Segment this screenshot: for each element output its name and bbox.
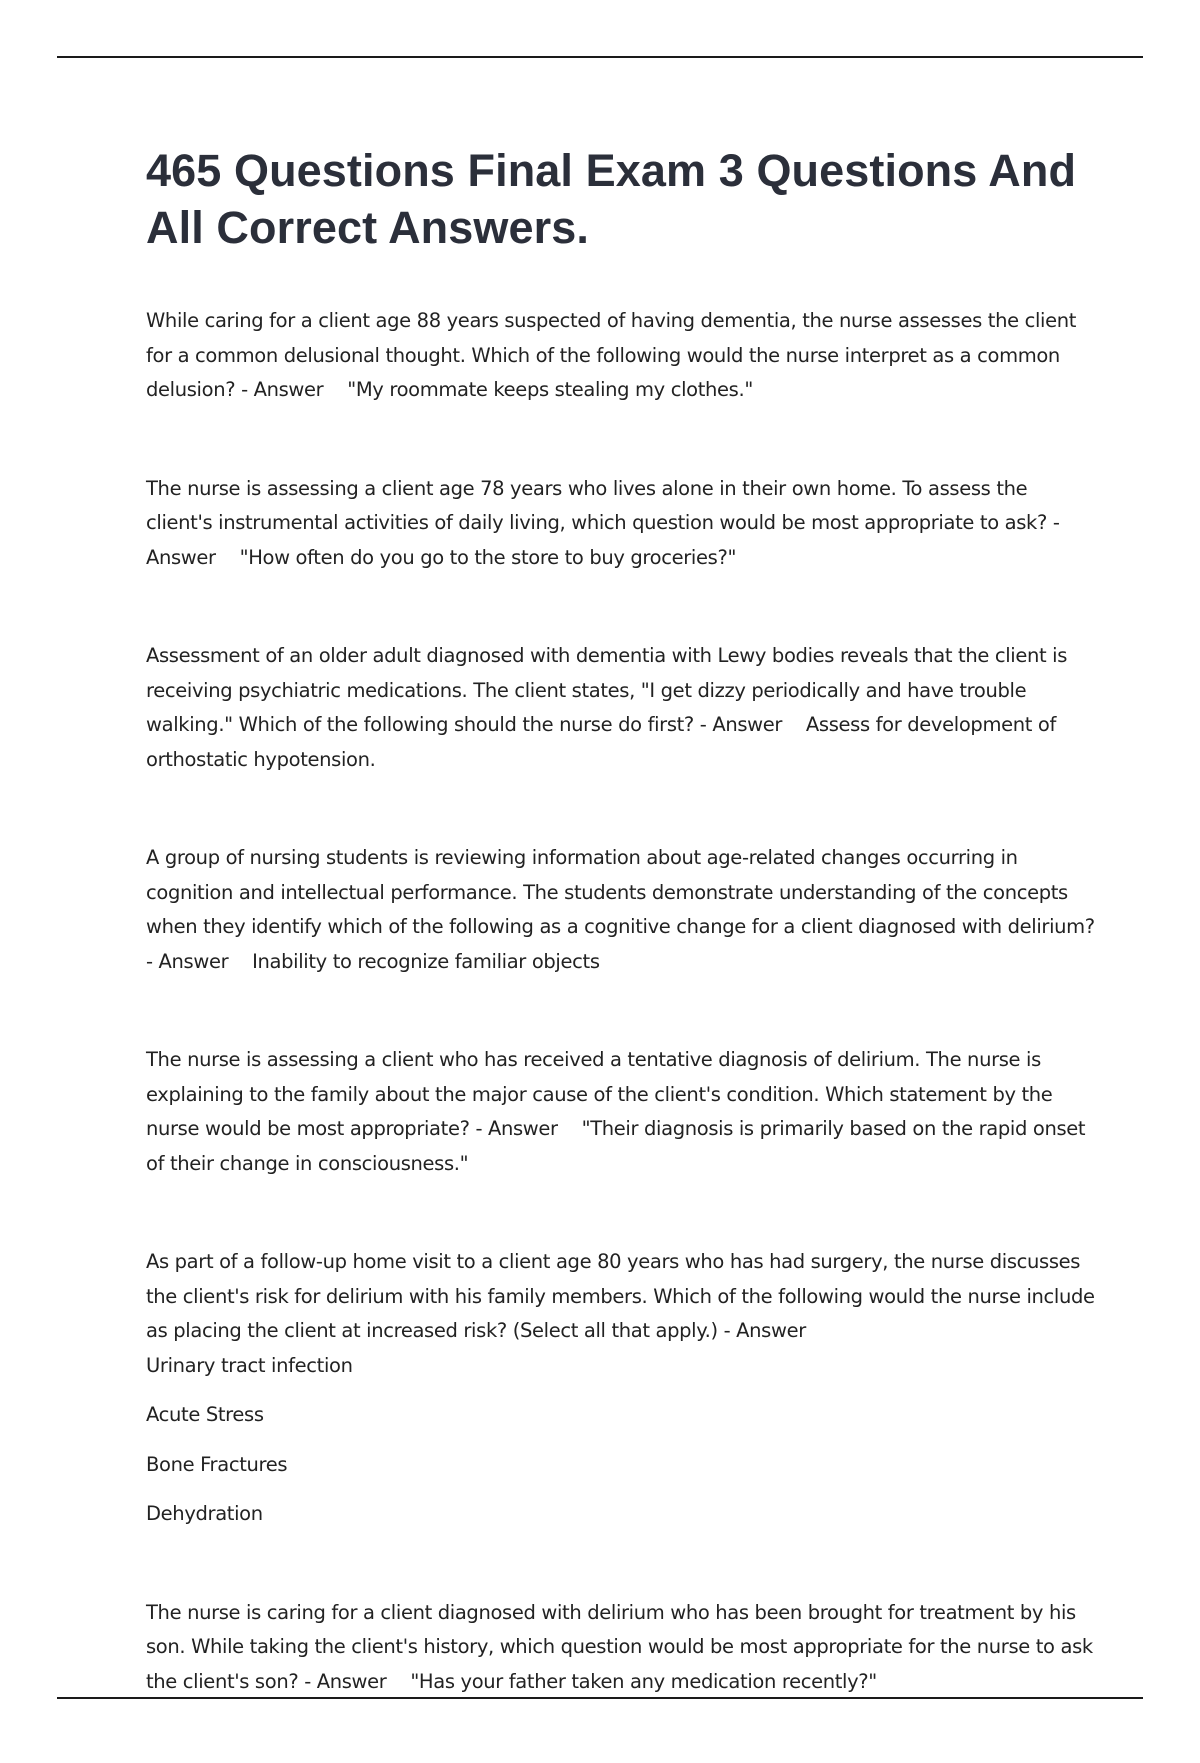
answer-label: - Answer — [475, 1117, 558, 1140]
question-text: While caring for a client age 88 years suspected of having dementia, the nurse assesses the client for a common delusional thought. Which of the following would the nurse interpret as a common delusion? — [146, 309, 1077, 401]
answer-label: - Answer — [146, 949, 229, 973]
answer-option: Acute Stress — [146, 1403, 264, 1426]
qa-item — [146, 1043, 1096, 1181]
answer-text: "My roommate keeps stealing my clothes." — [347, 378, 753, 401]
question-text: A group of nursing students is reviewing information about age-related changes occurring in cognition and intellectual performance. The students demonstrate understanding of the concepts when they identify which of the following as a cognitive change for a client diagnosed with delirium? — [146, 846, 1095, 938]
qa-item — [146, 639, 1096, 777]
answer-text: "Has your father taken any medication recently?" — [410, 1669, 877, 1693]
answer-label: - Answer — [304, 1669, 387, 1693]
question-text: As part of a follow-up home visit to a client age 80 years who has had surgery, the nurse discusses the client's risk for delirium with his family members. Which of the following would the nurse include as placing the client at increased risk? (Select all that apply.) — [146, 1250, 1095, 1342]
document-title: 465 Questions Final Exam 3 Questions And All Correct Answers. — [146, 145, 1077, 253]
question-text: Assessment of an older adult diagnosed with dementia with Lewy bodies reveals that the client is receiving psychiatric medications. The client states, "I get dizzy periodically and have trouble walking." Which of the following should the nurse do first? — [146, 644, 1068, 736]
qa-item — [146, 304, 1096, 408]
question-text: The nurse is assessing a client age 78 years who lives alone in their own home. To assess the client's instrumental activities of daily living, which question would be most appropriate to ask? — [146, 476, 1047, 534]
top-divider — [57, 56, 1143, 58]
answer-text: "Their diagnosis is primarily based on the rapid onset of their change in consciousness." — [146, 1117, 1086, 1175]
answer-option: Dehydration — [146, 1502, 263, 1525]
qa-item — [146, 472, 1096, 576]
question-text: The nurse is assessing a client who has received a tentative diagnosis of delirium. The nurse is explaining to the family about the major cause of the client's condition. Which statement by the nurse would be most appropriate? — [146, 1048, 1053, 1140]
answer-label: - Answer — [241, 378, 324, 401]
answer-text: Inability to recognize familiar objects — [252, 949, 600, 973]
qa-item — [146, 1596, 1096, 1700]
qa-item — [146, 841, 1096, 979]
qa-list — [146, 304, 1096, 1699]
answer-label: - Answer — [723, 1319, 806, 1342]
document-body — [146, 142, 1096, 1763]
answer-text: Assess for development of orthostatic hypotension. — [146, 713, 1056, 771]
answer-text: "How often do you go to the store to buy groceries?" — [239, 545, 737, 569]
answer-label: - Answer — [146, 511, 1060, 569]
qa-item — [146, 1245, 1096, 1532]
answer-label: - Answer — [699, 713, 783, 736]
question-text: The nurse is caring for a client diagnosed with delirium who has been brought for treatment by his son. While taking the client's history, which question would be most appropriate for the nurse to ask the client's son? — [146, 1600, 1093, 1693]
answer-option: Urinary tract infection — [146, 1353, 353, 1377]
bottom-divider — [57, 1697, 1143, 1699]
answer-option: Bone Fractures — [146, 1452, 288, 1476]
